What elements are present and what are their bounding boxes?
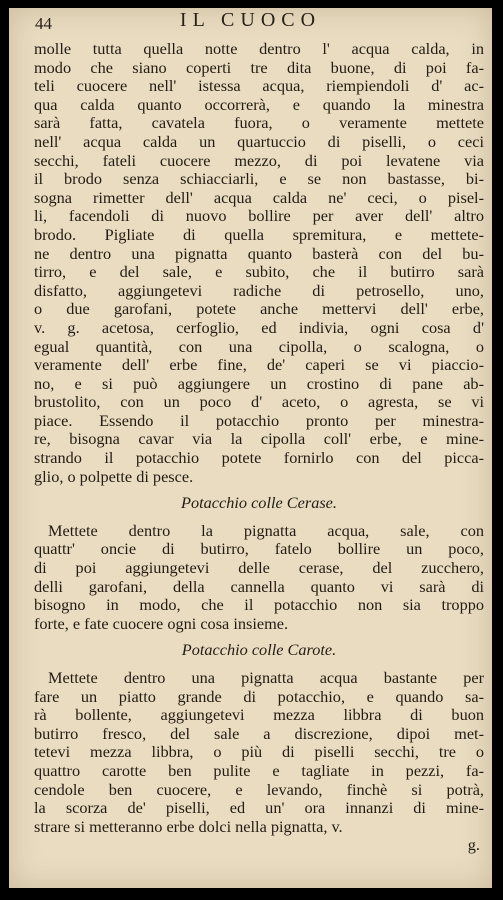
text-line: disfatto, aggiungetevi radiche di petrosello, uno, [34,281,484,300]
text-line: teli cuocere nell' istessa acqua, riempiendoli d' ac- [34,77,484,96]
text-line: piace. Essendo il potacchio pronto per minestra- [34,411,484,430]
text-line: forte, e fate cuocere ogni cosa insieme. [34,614,289,633]
text-line: no, e si può aggiungere un crostino di pane ab- [34,374,484,393]
text-line: ne dentro una pignatta quanto basterà con del bu- [34,244,484,263]
text-line: butirro fresco, del sale a discrezione, dipoi met- [34,724,484,743]
text-line: il brodo senza schiacciarli, e se non bastasse, bi- [34,170,484,189]
text-line: sogna rimetter dell' acqua calda ne' ceci, o pisel- [34,188,484,207]
text-line: v. g. acetosa, cerfoglio, ed indivia, ogni cosa d' [34,318,484,337]
recipe-carote [34,669,484,836]
text-line: secchi, fateli cuocere mezzo, di poi levatene via [34,151,484,170]
text-line: nell' acqua calda un quartuccio di piselli, o ceci [34,132,484,151]
text-line: la scorza de' piselli, ed un' ora innanzi di mine- [34,799,484,818]
text-line: cendole ben cuocere, e levando, finchè si potrà, [34,780,484,799]
text-line: di poi aggiungetevi delle cerase, del zucchero, [34,559,484,578]
recipe-continuation [34,40,484,486]
text-line: molle tutta quella notte dentro l' acqua calda, in [34,40,484,58]
text-line: delli garofani, della cannella quanto vi sarà di [34,577,484,596]
text-line: veramente dell' erbe fine, de' caperi se vi piaccio- [34,356,484,375]
text-line: quattr' oncie di butirro, fatelo bollire un poco, [34,540,484,559]
text-line: Mettete dentro la pignatta acqua, sale, con [48,521,484,540]
text-line: o due garofani, potete anche mettervi dell' erbe, [34,300,484,319]
section-title-cerase: Potacchio colle Cerase. [181,493,337,513]
catchword: g. [467,835,480,855]
text-line: tirro, e del sale, e subito, che il butirro sarà [34,263,484,282]
text-line: egual quantità, con una cipolla, o scalogna, o [34,337,484,356]
text-line: Mettete dentro una pignatta acqua bastante per [48,669,484,687]
text-line: glio, o polpette di pesce. [34,467,194,486]
text-line: quattro carotte ben pulite e tagliate in pezzi, fa- [34,761,484,780]
text-line: li, facendoli di nuovo bollire per aver dell' altro [34,207,484,226]
text-line: brustolito, con un poco d' aceto, o agresta, se vi [34,393,484,412]
text-line: sarà fatta, cavatela fuora, o veramente mettete [34,114,484,133]
section-title-carote: Potacchio colle Carote. [181,640,337,660]
text-line: rà bollente, aggiungetevi mezza libbra di buon [34,706,484,725]
page-body [34,40,484,855]
text-line: strare si metteranno erbe dolci nella pignatta, v. [34,817,343,836]
text-line: fare un piatto grande di potacchio, e quando sa- [34,687,484,706]
text-line: modo che siano coperti tre dita buone, di poi fa- [34,58,484,77]
text-line: qua calda quanto occorrerà, e quando la minestra [34,95,484,114]
text-line: brodo. Pigliate di quella spremitura, e mettete- [34,225,484,244]
text-line: re, bisogna cavar via la cipolla coll' erbe, e mine- [34,430,484,449]
text-line: tetevi mezza libbra, o più di piselli secchi, tre o [34,743,484,762]
page-header [9,8,492,38]
book-page [9,8,492,888]
text-line: strando il potacchio potete fornirlo con del picca- [34,449,484,468]
text-line: bisogno in modo, che il potacchio non sia troppo [34,596,484,615]
page-number: 44 [35,14,52,33]
recipe-cerase [34,522,484,634]
running-head: IL CUOCO [179,9,322,31]
